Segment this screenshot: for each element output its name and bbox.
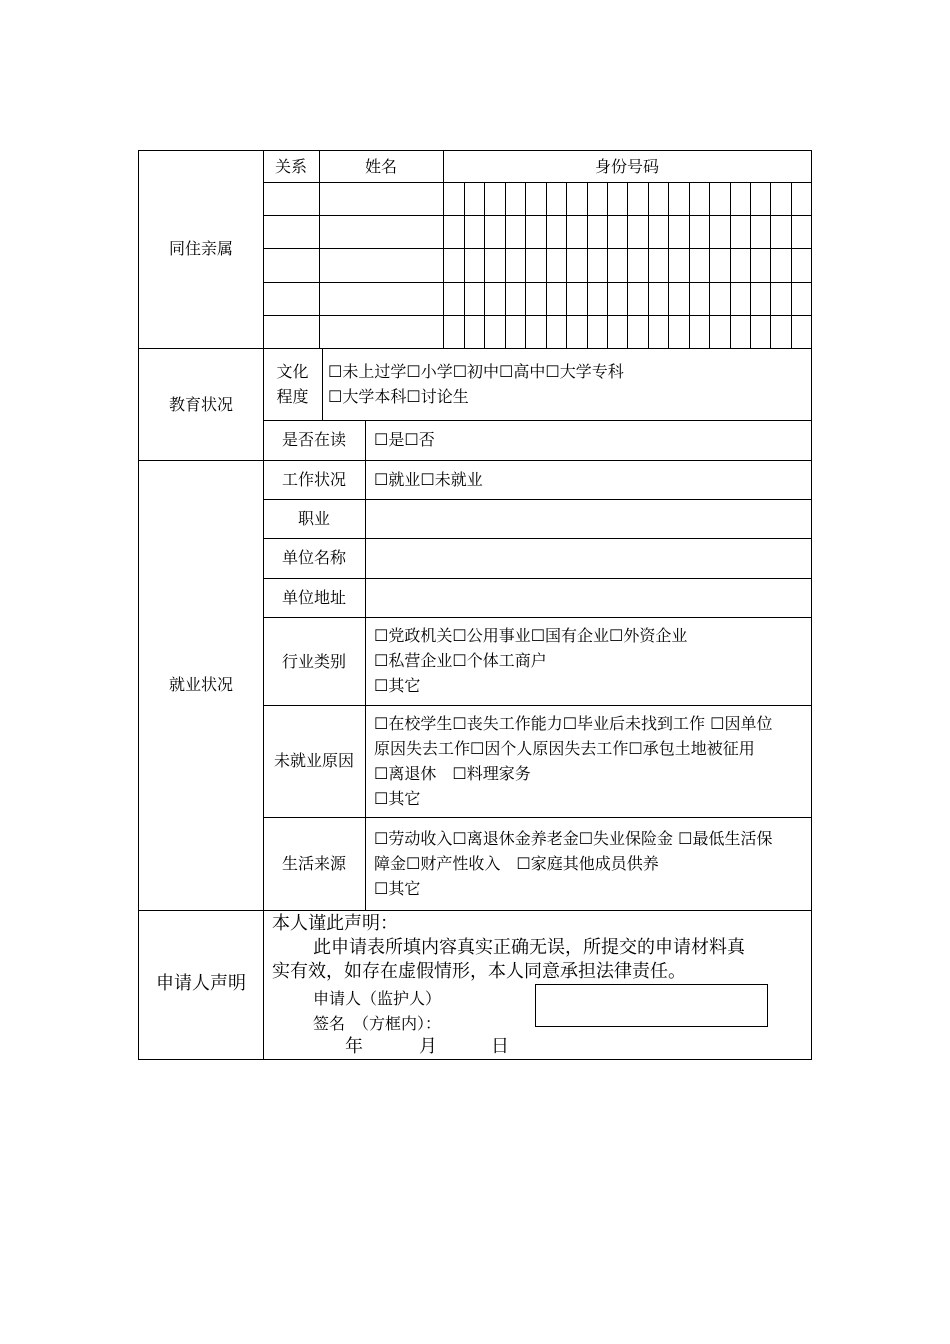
- income-source-line3[interactable]: ☐其它: [374, 879, 421, 898]
- unemployment-reason-line1[interactable]: ☐在校学生☐丧失工作能力☐毕业后未找到工作 ☐因单位: [374, 714, 773, 733]
- sign-label: 签名 （方框内）：: [313, 1014, 442, 1033]
- relation-cell[interactable]: [263, 315, 319, 348]
- declaration-heading: 本人谨此声明：: [272, 913, 398, 934]
- name-cell[interactable]: [319, 182, 443, 215]
- income-source-label: 生活来源: [281, 854, 346, 873]
- education-level-label-line2: 程度: [276, 387, 309, 406]
- id-number-cell[interactable]: [443, 248, 811, 282]
- relative-row-3: [263, 248, 811, 282]
- employment-section-label: 就业状况: [168, 675, 233, 694]
- unemployment-reason-line3[interactable]: ☐离退休 ☐料理家务: [374, 764, 531, 783]
- signature-box[interactable]: [535, 984, 768, 1027]
- education-level-options-line2[interactable]: ☐大学本科☐讨论生: [328, 387, 469, 406]
- id-number-cell[interactable]: [443, 215, 811, 248]
- employer-name-field[interactable]: [374, 545, 804, 570]
- work-status-label: 工作状况: [281, 470, 346, 489]
- relation-cell[interactable]: [263, 182, 319, 215]
- income-source-line1[interactable]: ☐劳动收入☐离退休金养老金☐失业保险金 ☐最低生活保: [374, 829, 773, 848]
- education-section-label: 教育状况: [168, 395, 233, 414]
- education-level-options-line1[interactable]: ☐未上过学☐小学☐初中☐高中☐大学专科: [328, 362, 624, 381]
- relative-row-4: [263, 282, 811, 315]
- day-label: 日: [491, 1036, 509, 1057]
- relative-row-1: [263, 182, 811, 215]
- unemployment-reason-line4[interactable]: ☐其它: [374, 789, 421, 808]
- industry-options-line1[interactable]: ☐党政机关☐公用事业☐国有企业☐外资企业: [374, 626, 688, 645]
- employer-address-label: 单位地址: [281, 588, 346, 607]
- year-label: 年: [345, 1036, 363, 1057]
- relation-cell[interactable]: [263, 215, 319, 248]
- industry-options-line2[interactable]: ☐私营企业☐个体工商户: [374, 651, 547, 670]
- declaration-section-label: 申请人声明: [156, 973, 246, 994]
- relatives-section-label: 同住亲属: [168, 239, 233, 258]
- enrolled-label: 是否在读: [281, 430, 346, 449]
- work-status-options[interactable]: ☐就业☐未就业: [374, 470, 483, 489]
- name-header: 姓名: [364, 157, 397, 176]
- occupation-field[interactable]: [374, 506, 804, 531]
- signer-label: 申请人（监护人）: [313, 989, 442, 1008]
- employer-address-field[interactable]: [374, 585, 804, 610]
- id-number-cell[interactable]: [443, 182, 811, 215]
- name-cell[interactable]: [319, 248, 443, 282]
- income-source-line2[interactable]: 障金☐财产性收入 ☐家庭其他成员供养: [374, 854, 659, 873]
- relative-row-2: [263, 215, 811, 248]
- id-number-cell[interactable]: [443, 282, 811, 315]
- id-number-cell[interactable]: [443, 315, 811, 348]
- name-cell[interactable]: [319, 215, 443, 248]
- relative-row-5: [263, 315, 811, 348]
- employer-name-label: 单位名称: [281, 548, 346, 567]
- relation-cell[interactable]: [263, 282, 319, 315]
- name-cell[interactable]: [319, 315, 443, 348]
- occupation-label: 职业: [297, 509, 330, 528]
- declaration-body-line1: 此申请表所填内容真实正确无误，所提交的申请材料真: [313, 937, 745, 958]
- unemployment-reason-label: 未就业原因: [273, 751, 354, 770]
- education-level-label-line1: 文化: [276, 362, 309, 381]
- industry-options-line3[interactable]: ☐其它: [374, 676, 421, 695]
- relation-header: 关系: [274, 157, 307, 176]
- industry-label: 行业类别: [281, 652, 346, 671]
- unemployment-reason-line2[interactable]: 原因失去工作☐因个人原因失去工作☐承包土地被征用: [374, 739, 755, 758]
- declaration-body-line2: 实有效，如存在虚假情形，本人同意承担法律责任。: [272, 961, 686, 982]
- id-number-header: 身份号码: [594, 157, 659, 176]
- enrolled-options[interactable]: ☐是☐否: [374, 430, 435, 449]
- name-cell[interactable]: [319, 282, 443, 315]
- month-label: 月: [419, 1036, 437, 1057]
- relation-cell[interactable]: [263, 248, 319, 282]
